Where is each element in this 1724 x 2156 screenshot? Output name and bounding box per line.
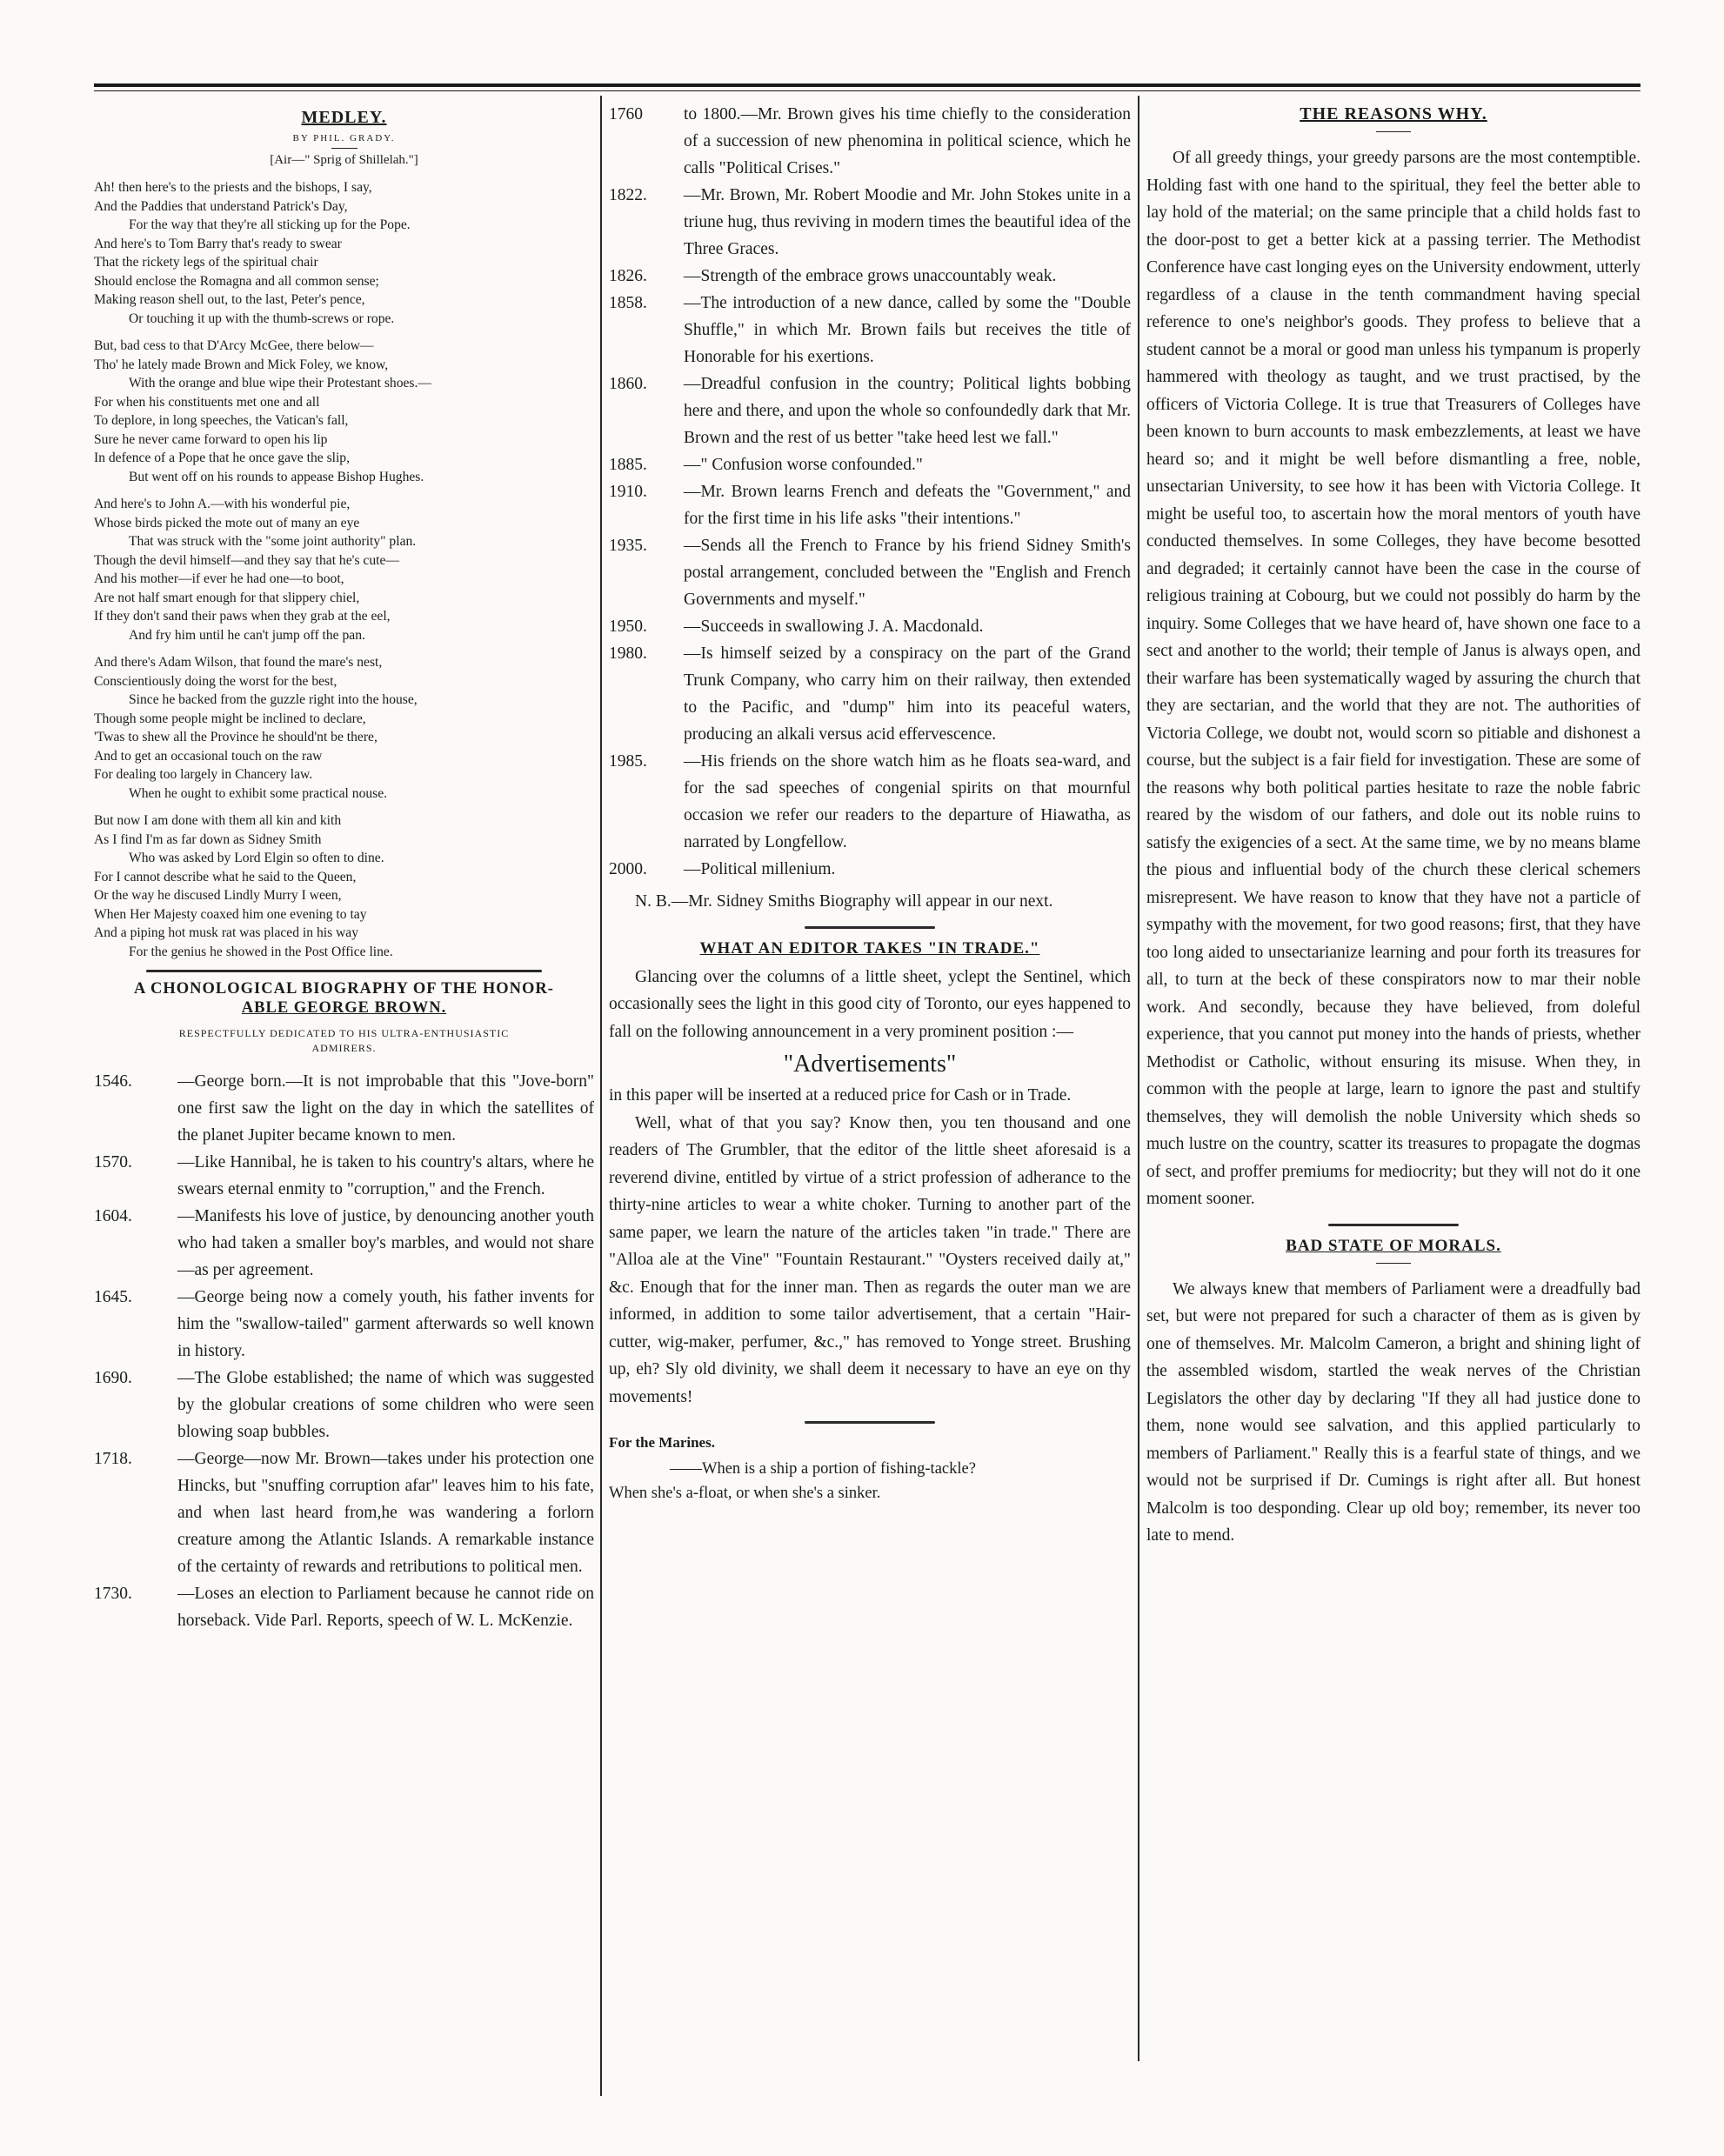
bio-entry-text: —Manifests his love of justice, by denouncing another youth who had taken a smaller boy's marbles, and would not share—as per agreement. [177,1207,594,1279]
poem-line: For dealing too largely in Chancery law. [94,767,313,782]
bio-entry-text: —Succeeds in swallowing J. A. Macdonald. [684,617,984,636]
bio-entry-year: 1826. [609,267,647,285]
bio-entry-year: 1980. [609,644,647,663]
bio-dedication-line2: ADMIRERS. [311,1042,377,1054]
poem-line: Conscientiously doing the worst for the best, [94,673,337,689]
bio-entry-text: —Political millenium. [684,860,836,878]
bio-entry-text: —Sends all the French to France by his friend Sidney Smith's postal arrangement, concluded between the "English and French Governments and myself." [684,537,1131,609]
bio-entry-text: —Like Hannibal, he is taken to his country's altars, where he swears eternal enmity to "corruption," and the French. [177,1153,594,1198]
poem-line: And there's Adam Wilson, that found the mare's nest, [94,655,383,670]
poem-line: For when his constituents met one and all [94,394,320,410]
bio-entry [609,613,1131,640]
byline-rule [331,148,357,149]
poem-line: Making reason shell out, to the last, Peter's pence, [94,292,365,307]
poem-stanza [94,811,594,961]
bio-entry-year: 1604. [94,1207,132,1225]
reasons-text: Of all greedy things, your greedy parsons are the most contemptible. Holding fast with one hand to the spiritual, they feel the better able to lay hold of the material; on the same principle that a child holds fast to the door-post to get a better kick at a passing terrier. The Methodist Conference have cast longing eyes on the University endowment, utterly regardless of a clause in the tenth commandment having special reference to one's neighbor's goods. They profess to believe that a student cannot be a moral or good man unless his tympanum is properly hammered with theology as taught, and we trust practised, by the officers of Victoria College. It is true that Treasurers of Colleges have been known to burn accounts to mask embezzlements, at least we have heard so; and it might be well before dismantling a free, noble, unsectarian University, to see how it has been with Victoria College. It might be useful too, to ascertain how the moral mentors of youth have conducted themselves. In some Colleges, they have become besotted and degraded; it certainly cannot have been the case in the course of religious training at Cobourg, but we could not possibly do harm by the inquiry. Some Colleges that we have heard of, have shown one face to a sect and another to the world; their temple of Janus is always open, and their warfare has been systematically waged by assuring the church that they are sectarian, and the world that they are not. The authorities of Victoria College, we doubt not, would scorn so pitiable and dishonest a course, but the subject is a fair field for investigation. These are some of the reasons why both political parties hesitate to raze the noble fabric reared by the wisdom of our fathers, and dole out its noble ruins to satisfy the exigencies of a sect. At the same time, we by no means blame the pious and influential body of the church these clerical schemers misrepresent. We have reason to know that they have not a particle of sympathy with the movement, for two good reasons; first, that they have too long aided to unsectarianize learning and pour forth its treasures for all, to turn at the beck of these conspirators now to mar their noble work. And secondly, because they have believed, from doleful experience, that you cannot put money into the hands of priests, whether Methodist or Catholic, without ensuring its misuse. When they, in common with the people at large, learn to ignore the past and stultify themselves, they will demolish the noble University which sheds so much lustre on the country, scatter its treasures to propagate the dogmas of sect, and proffer premiums for mediocrity; but they will not do it one moment sooner. [1146,149,1640,1208]
bio-entry [609,748,1131,856]
morals-title: BAD STATE OF MORALS. [1286,1236,1501,1255]
poem-stanza [94,495,594,644]
poem-line: 'Twas to shew all the Province he should'nt be there, [94,730,378,744]
section-separator [805,926,935,929]
poem-line: That the rickety legs of the spiritual chair [94,255,318,270]
bio-nb-note: N. B.—Mr. Sidney Smiths Biography will appear in our next. [635,892,1053,911]
bio-entry [609,263,1131,290]
poem-line: Ah! then here's to the priests and the bishops, I say, [94,180,372,195]
poem-line: For the genius he showed in the Post Office line. [129,944,393,959]
bio-entry-year: 1935. [609,537,647,555]
bio-entries-col1 [94,1068,594,1634]
bio-entry-year: 1950. [609,617,647,636]
column-1 [94,101,594,1634]
bio-entry-year: 1985. [609,752,647,771]
bio-entry-year: 1760 [609,105,643,123]
bio-entry-text: —Mr. Brown learns French and defeats the "Government," and for the first time in his life asks "their intentions." [684,483,1131,528]
poem-line: Whose birds picked the mote out of many an eye [94,515,360,531]
editor-para2: Well, what of that you say? Know then, you ten thousand and one readers of The Grumbler, that the editor of the little sheet aforesaid is a reverend divine, entitled by virtue of a strict profession of adherance to the thirty-nine articles to wear a white choker. Turning to another part of the same paper, we learn the nature of the articles taken "in trade." There are "Alloa ale at the Vine" "Fountain Restaurant." "Oysters received daily at," &c. Enough that for the inner man. Then as regards the outer man we are informed, in addition to some tailor advertisement, that a certain "Hair-cutter, wig-maker, perfumer, &c.," has removed to Yonge street. Brushing up, eh? Sly old divinity, we shall deem it necessary to have an eye on thy movements! [609,1113,1131,1406]
poem-stanza [94,653,594,803]
poem-line: And a piping hot musk rat was placed in his way [94,925,359,940]
bio-entry-text: —Loses an election to Parliament because he cannot ride on horseback. Vide Parl. Reports, speech of W. L. McKenzie. [177,1585,594,1630]
poem-line: Or touching it up with the thumb-screws or rope. [129,310,395,326]
bio-entry [94,1365,594,1445]
advertisements-text: in this paper will be inserted at a reduced price for Cash or in Trade. [609,1086,1072,1105]
poem-line: In defence of a Pope that he once gave the slip, [94,451,350,465]
editor-para1: Glancing over the columns of a little sheet, yclept the Sentinel, which occasionally sees the light in this good city of Toronto, our eyes happened to fall on the following announcement in a very prominent position :— [609,967,1131,1041]
poem-line: And here's to John A.—with his wonderful pie, [94,497,351,511]
poem-line: Though some people might be inclined to declare, [94,711,366,726]
poem-line: Who was asked by Lord Elgin so often to dine. [129,851,384,865]
poem-line: Though the devil himself—and they say that he's cute— [94,552,399,568]
poem-line: That was struck with the "some joint authority" plan. [129,534,417,549]
poem-line: With the orange and blue wipe their Protestant shoes.— [129,376,431,390]
poem-line: When he ought to exhibit some practical nouse. [129,785,388,801]
advertisements-head: "Advertisements" [783,1051,957,1078]
column-divider-2 [1138,96,1139,2061]
poem-line: And fry him until he can't jump off the pan. [129,627,365,643]
bio-entry-year: 1822. [609,186,647,204]
bio-entry-year: 1885. [609,456,647,474]
bio-entry-year: 1860. [609,375,647,393]
bio-entry [609,101,1131,182]
poem-stanza [94,178,594,328]
bio-entry-text: —Is himself seized by a conspiracy on the part of the Grand Trunk Company, who carry him on their railway, then extended to the Pacific, and "dump" him into its peaceful waters, producing an alkali versus acid effervescence. [684,644,1131,744]
bio-entry [94,1580,594,1634]
bio-dedication [94,1026,594,1056]
poem-line: But now I am done with them all kin and kith [94,813,342,828]
bio-entry-text: —George—now Mr. Brown—takes under his protection one Hincks, but "snuffing corruption afar" leaves him to his fate, and when last heard from,he was wandering a forlorn creature among the Atlantic Islands. A remarkable instance of the certainty of rewards and retributions to political men. [177,1450,594,1576]
bio-entry-text: —Mr. Brown, Mr. Robert Moodie and Mr. John Stokes unite in a triune hug, thus reviving in modern times the beautiful idea of the Three Graces. [684,186,1131,258]
bio-entry-year: 2000. [609,860,647,878]
bio-entry [609,451,1131,478]
poem-line: But went off on his rounds to appease Bishop Hughes. [129,469,424,484]
bio-entry-text: —Dreadful confusion in the country; Political lights bobbing here and there, and upon the whole so confoundedly dark that Mr. Brown and the rest of us better "take heed lest we fall." [684,375,1131,447]
bio-entry-year: 1718. [94,1450,132,1468]
marines-line2: When she's a-float, or when she's a sinker. [609,1485,881,1502]
bio-entry-year: 1690. [94,1369,132,1387]
bio-entry [609,370,1131,451]
poem-line: To deplore, in long speeches, the Vatican's fall, [94,413,349,428]
bio-title-line1: A CHONOLOGICAL BIOGRAPHY OF THE HONOR- [134,980,554,998]
poem-line: And his mother—if ever he had one—to boot, [94,571,344,586]
poem-line: Are not half smart enough for that slippery chiel, [94,590,360,605]
poem-line: Tho' he lately made Brown and Mick Foley, we know, [94,357,389,372]
bio-entry-year: 1570. [94,1153,132,1171]
poem-line: When Her Majesty coaxed him one evening to tay [94,906,367,922]
section-separator [805,1421,935,1424]
bio-entry-text: —His friends on the shore watch him as he floats sea-ward, and for the sad speeches of congenial spirits on that mournful occasion we refer our readers to the departure of Hiawatha, as narrated by Longfellow. [684,752,1131,851]
morals-rule [1376,1263,1411,1264]
bio-entry [94,1149,594,1203]
column-divider-1 [600,96,602,2096]
poem-line: Should enclose the Romagna and all common sense; [94,273,379,289]
bio-entry-text: —George born.—It is not improbable that this "Jove-born" one first saw the light on the day in which the satellites of the planet Jupiter became known to men. [177,1072,594,1145]
poem-line: For the way that they're all sticking up for the Pope. [129,217,411,232]
bio-entry-year: 1910. [609,483,647,501]
section-separator [1328,1224,1459,1226]
top-rule-thick [94,83,1640,87]
bio-entry-text: to 1800.—Mr. Brown gives his time chiefly to the consideration of a succession of new phenomina in political science, which he calls "Political Crises." [684,105,1131,177]
poem-line: As I find I'm as far down as Sidney Smith [94,831,322,847]
medley-poem [94,178,594,961]
bio-entry [609,532,1131,613]
medley-title: MEDLEY. [301,108,387,127]
bio-entry [94,1445,594,1580]
bio-entry-text: —" Confusion worse confounded." [684,456,923,474]
bio-entry-year: 1858. [609,294,647,312]
poem-line: Since he backed from the guzzle right into the house, [129,692,418,707]
column-3 [1146,101,1640,1550]
bio-entry [609,290,1131,370]
poem-line: Or the way he discused Lindly Murry I ween, [94,888,342,903]
column-2 [609,101,1131,1505]
bio-entry [609,182,1131,263]
bio-entries-col2 [609,101,1131,883]
bio-title [94,979,594,1018]
bio-entry-year: 1730. [94,1585,132,1603]
bio-entry [609,640,1131,748]
poem-line: Sure he never came forward to open his lip [94,431,328,447]
bio-dedication-line1: RESPECTFULLY DEDICATED TO HIS ULTRA-ENTHUSIASTIC [178,1027,510,1039]
morals-text: We always knew that members of Parliament were a dreadfully bad set, but were not prepared for such a character of them as is given by one of themselves. Mr. Malcolm Cameron, a bright and shining light of the assembled wisdom, startled the weak nerves of the Christian Legislators the other day by declaring "If they all had justice done to them, none would see salvation, and this applied particularly to members of Parliament." Really this is a fearful state of things, and we would not be surprised if Dr. Cumings is right after all. But honest Malcolm is too desponding. Clear up old boy; remember, its never too late to mend. [1146,1279,1640,1545]
poem-line: And to get an occasional touch on the raw [94,748,323,764]
bio-entry-year: 1546. [94,1072,132,1091]
bio-entry [609,478,1131,532]
poem-line: And here's to Tom Barry that's ready to swear [94,236,342,251]
section-separator [146,970,542,972]
poem-line: And the Paddies that understand Patrick's Day, [94,198,348,214]
poem-line: If they don't sand their paws when they grab at the eel, [94,609,391,624]
marines-title: For the Marines. [609,1434,715,1451]
poem-line: For I cannot describe what he said to the Queen, [94,869,357,884]
bio-title-line2: ABLE GEORGE BROWN. [241,999,447,1017]
bio-entry [94,1068,594,1149]
medley-byline: BY PHIL. GRADY. [292,133,396,144]
reasons-rule [1376,131,1411,132]
reasons-title: THE REASONS WHY. [1300,104,1487,123]
poem-line: But, bad cess to that D'Arcy McGee, there below— [94,338,374,353]
editor-title: WHAT AN EDITOR TAKES "IN TRADE." [699,938,1040,958]
bio-entry-text: —The Globe established; the name of which was suggested by the globular creations of some children who were seen blowing soap bubbles. [177,1369,594,1441]
bio-entry-year: 1645. [94,1288,132,1306]
bio-entry-text: —George being now a comely youth, his father invents for him the "swallow-tailed" garment afterwards so well known in history. [177,1288,594,1360]
poem-stanza [94,337,594,486]
bio-entry-text: —The introduction of a new dance, called by some the "Double Shuffle," in which Mr. Brown fails but receives the title of Honorable for his exertions. [684,294,1131,366]
marines-line1: ——When is a ship a portion of fishing-tackle? [670,1460,976,1478]
top-rule-thin [94,90,1640,91]
bio-entry [94,1284,594,1365]
medley-air: [Air—" Sprig of Shillelah."] [270,153,418,167]
bio-entry [94,1203,594,1284]
bio-entry [609,856,1131,883]
bio-entry-text: —Strength of the embrace grows unaccountably weak. [684,267,1057,285]
